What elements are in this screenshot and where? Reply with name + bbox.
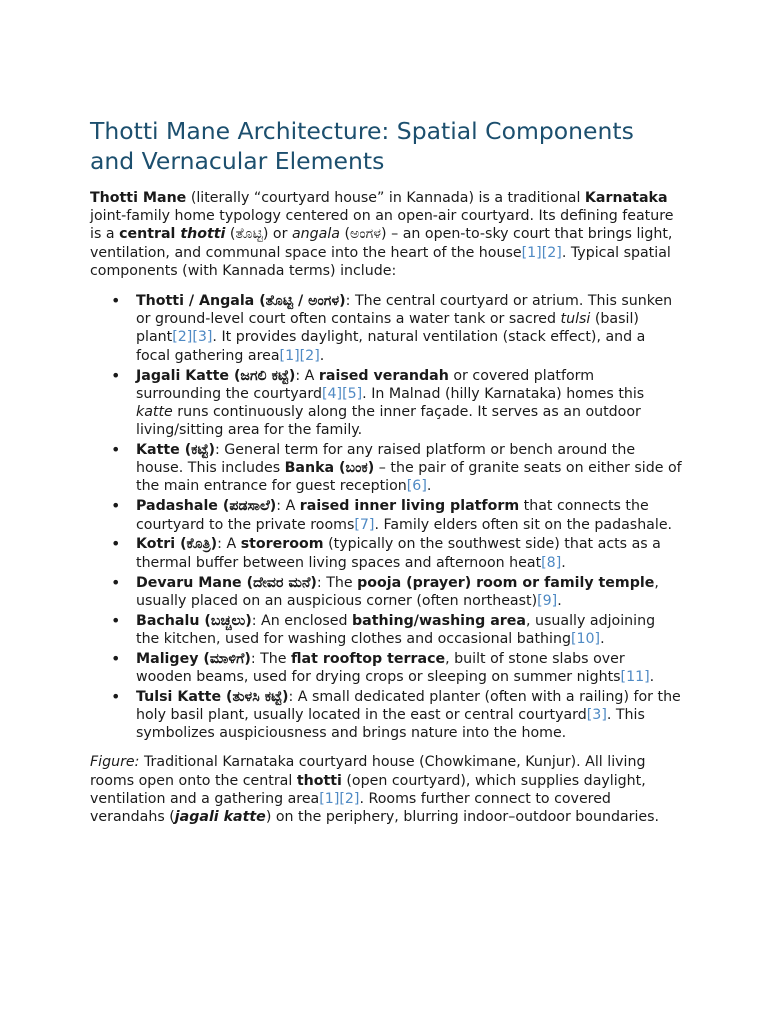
text-run: , built of stone slabs over wooden beams, used for drying crops or sleeping on summer nights xyxy=(136,650,625,685)
list-item xyxy=(136,688,682,743)
bold-text: raised inner living platform xyxy=(299,498,520,515)
italic-text: katte xyxy=(136,403,173,420)
citation-link[interactable]: [9] xyxy=(537,592,558,609)
text-run: , usually adjoining the kitchen, used for washing clothes and occasional bathing xyxy=(136,612,656,647)
text-run: or covered platform surrounding the courtyard xyxy=(136,367,595,402)
citation-link[interactable]: [2] xyxy=(172,329,193,346)
text-run: ) on the periphery, blurring indoor–outdoor boundaries. xyxy=(265,809,660,825)
page-title: Thotti Mane Architecture: Spatial Components and Vernacular Elements xyxy=(90,117,634,175)
bold-text: central xyxy=(119,226,181,243)
bold-text: Katte (ಕಟ್ಟೆ) xyxy=(136,442,215,459)
bold-text: thotti xyxy=(296,772,342,789)
citation-link[interactable]: [2] xyxy=(339,790,360,807)
bold-text: Tulsi Katte (ತುಳಸಿ ಕಟ್ಟೆ) xyxy=(136,688,289,705)
citation-link[interactable]: [7] xyxy=(354,516,375,533)
citation-link[interactable]: [2] xyxy=(541,244,562,261)
text-run: , usually placed on an auspicious corner (often northeast) xyxy=(136,574,659,609)
text-run: : The central courtyard or atrium. This sunken or ground-level court often contains a water tank or sacred xyxy=(136,293,673,328)
bold-text: Bachalu (ಬಚ್ಚಲು) xyxy=(136,612,252,629)
text-run: . xyxy=(649,668,655,685)
bold-text: Thotti / Angala (ತೊಟ್ಟಿ / ಅಂಗಳ) xyxy=(136,293,346,310)
list-item xyxy=(136,367,682,440)
bold-text: bathing/washing area xyxy=(352,612,526,629)
text-run: . xyxy=(600,630,605,647)
text-run: : A xyxy=(295,367,319,384)
citation-link[interactable]: [4] xyxy=(321,385,343,402)
text-run: . This symbolizes auspiciousness and brings nature into the home. xyxy=(136,706,645,742)
text-run: runs continuously along the inner façade. It serves as an outdoor living/sitting area for the family. xyxy=(136,403,641,439)
citation-link[interactable]: [10] xyxy=(570,630,601,647)
text-run: (literally “courtyard house” in Kannada) is a traditional xyxy=(186,190,585,206)
text-run: . Family elders often sit on the padashale. xyxy=(374,516,673,533)
text-run: (ತೊಟ್ಟಿ) or xyxy=(225,226,292,243)
bold-text: Kotri (ಕೊತ್ರಿ) xyxy=(136,536,218,553)
italic-text: angala xyxy=(291,226,340,243)
citation-link[interactable]: [5] xyxy=(342,385,363,402)
citation-link[interactable]: [1] xyxy=(279,347,300,364)
italic-text: Figure: xyxy=(90,754,140,771)
citation-link[interactable]: [1] xyxy=(521,244,542,261)
text-run: . xyxy=(561,554,566,571)
bold-text: Padashale (ಪಡಸಾಲೆ) xyxy=(136,498,277,515)
text-run: . xyxy=(426,478,432,495)
text-run: . In Malnad (hilly Karnataka) homes this xyxy=(362,385,645,402)
bold-text: Karnataka xyxy=(584,190,668,206)
text-run: : A xyxy=(217,536,241,553)
citation-link[interactable]: [6] xyxy=(406,478,427,495)
text-run: . Typical spatial components (with Kannada terms) include: xyxy=(90,244,671,279)
bold-text: Banka (ಬಂಕ) xyxy=(284,460,375,477)
bold-text: thotti xyxy=(180,226,226,243)
text-run: (ಅಂಗಳ) – an open-to-sky court that brings light, ventilation, and communal space into the heart of the house xyxy=(90,226,673,261)
text-run: . xyxy=(319,347,325,364)
text-run: that connects the courtyard to the private rooms xyxy=(136,498,649,533)
text-run: (open courtyard), which supplies daylight, ventilation and a gathering area xyxy=(90,772,646,807)
document-page xyxy=(90,116,682,826)
components-list xyxy=(90,292,682,742)
text-run: : The xyxy=(250,650,292,667)
text-run: : An enclosed xyxy=(251,612,353,629)
list-item xyxy=(136,497,682,533)
list-item xyxy=(136,650,682,686)
text-run: . It provides daylight, natural ventilation (stack effect), and a focal gathering area xyxy=(136,329,646,364)
text-run: (basil) plant xyxy=(136,311,639,346)
text-run: joint-family home typology centered on an open-air courtyard. Its defining feature is a xyxy=(90,208,674,243)
bold-text: storeroom xyxy=(240,536,324,553)
text-run: . xyxy=(557,592,562,609)
bold-text: Devaru Mane (ದೇವರ ಮನೆ) xyxy=(136,574,317,591)
list-item xyxy=(136,441,682,496)
intro-paragraph xyxy=(90,189,682,280)
bold-text: jagali katte xyxy=(174,809,266,825)
bold-text: Maligey (ಮಾಳಿಗೆ) xyxy=(136,650,251,667)
text-run: (typically on the southwest side) that acts as a thermal buffer between living spaces and afternoon heat xyxy=(136,536,661,571)
list-item xyxy=(136,535,682,571)
text-run: : General term for any raised platform or bench around the house. This includes xyxy=(136,442,636,477)
text-run: Traditional Karnataka courtyard house (Chowkimane, Kunjur). All living rooms open onto the central xyxy=(90,754,646,789)
bold-text: pooja (prayer) room or family temple xyxy=(357,574,655,591)
text-run: : A xyxy=(276,498,300,515)
list-item xyxy=(136,574,682,610)
text-run: – the pair of granite seats on either side of the main entrance for guest reception xyxy=(136,460,682,495)
bold-text: raised verandah xyxy=(318,367,449,384)
citation-link[interactable]: [1] xyxy=(319,790,340,807)
italic-text: tulsi xyxy=(560,311,591,328)
citation-link[interactable]: [2] xyxy=(299,347,320,364)
citation-link[interactable]: [3] xyxy=(586,706,607,723)
text-run: : A small dedicated planter (often with a railing) for the holy basil plant, usually located in the east or central courtyard xyxy=(136,688,681,723)
list-item xyxy=(136,612,682,648)
citation-link[interactable]: [11] xyxy=(620,668,650,685)
text-run: : The xyxy=(316,574,358,591)
bold-text: Thotti Mane xyxy=(90,190,187,206)
text-run: . Rooms further connect to covered verandahs ( xyxy=(90,790,611,825)
citation-link[interactable]: [8] xyxy=(541,554,562,571)
figure-caption xyxy=(90,753,682,826)
citation-link[interactable]: [3] xyxy=(192,329,213,346)
bold-text: Jagali Katte (ಜಗಲಿ ಕಟ್ಟೆ) xyxy=(136,367,296,384)
list-item xyxy=(136,292,682,365)
bold-text: flat rooftop terrace xyxy=(291,650,446,667)
